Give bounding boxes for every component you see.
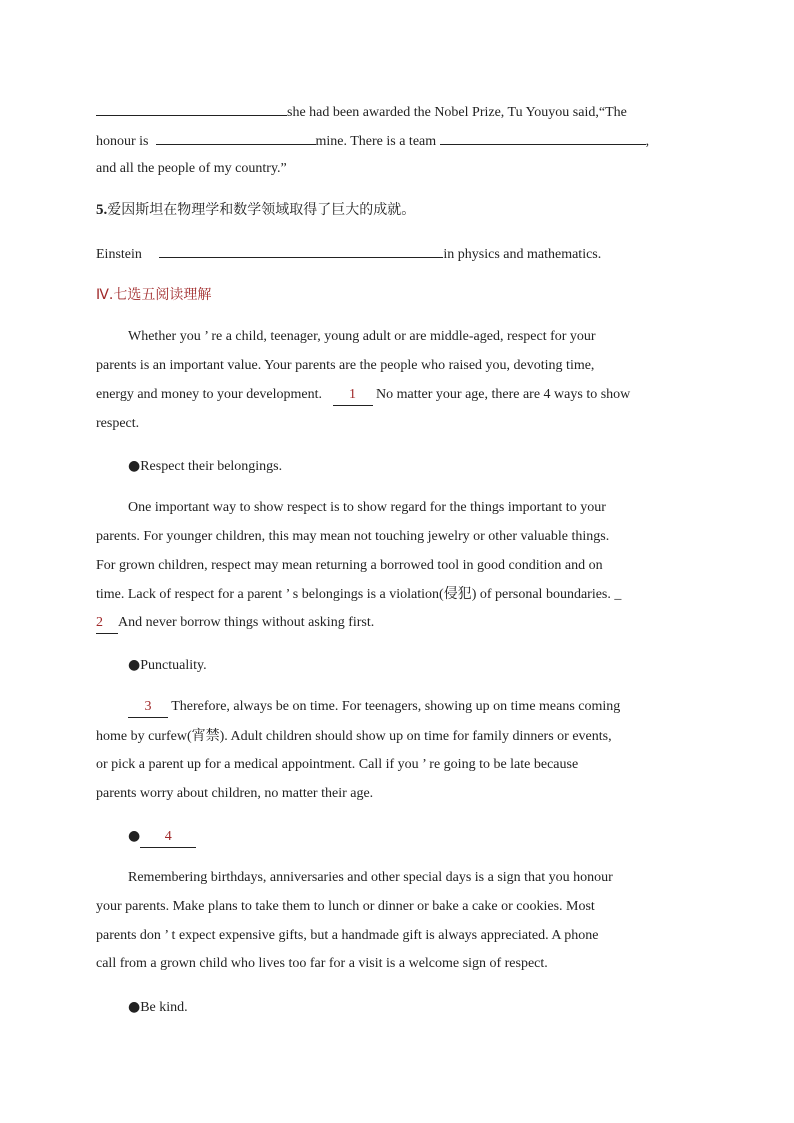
chinese-gloss-curfew: 宵禁: [191, 728, 220, 744]
paragraph-3-line-1: [128, 697, 620, 718]
bullet-respect-belongings: [128, 456, 282, 477]
answer-blank: [156, 130, 316, 145]
q5-number: 5.: [96, 202, 108, 218]
q5-tail: in physics and mathematics.: [443, 247, 602, 262]
blank-3: 3: [128, 697, 168, 718]
paragraph-1-line-3: [96, 385, 630, 406]
paragraph-4-line-1: Remembering birthdays, anniversaries and other special days is a sign that you honour: [128, 870, 613, 885]
paragraph-2-line-3: For grown children, respect may mean returning a borrowed tool in good condition and on: [96, 558, 603, 573]
paragraph-2-line-4-tail: ) of personal boundaries. _: [471, 587, 622, 602]
paragraph-4-line-3: parents don ’ t expect expensive gifts, but a handmade gift is always appreciated. A phone: [96, 928, 599, 943]
blank-2: 2: [96, 613, 118, 634]
paragraph-2-line-4: [96, 584, 621, 605]
paragraph-2-line-2: parents. For younger children, this may mean not touching jewelry or other valuable things.: [96, 529, 610, 544]
paragraph-3-line-2-tail: ). Adult children should show up on time for family dinners or events,: [219, 729, 612, 744]
paragraph-3-line-3: or pick a parent up for a medical appointment. Call if you ’ re going to be late because: [96, 757, 579, 772]
answer-blank: [159, 243, 443, 258]
paragraph-3-line-4: parents worry about children, no matter their age.: [96, 786, 374, 801]
q5-lead: Einstein: [96, 247, 142, 262]
q4-line-2: [96, 130, 649, 152]
bullet-1-text: Respect their belongings.: [140, 459, 283, 474]
bullet-icon: ●: [128, 458, 141, 474]
q4-line-3: and all the people of my country.”: [96, 161, 287, 176]
q4-line2-part-c: ,: [645, 134, 650, 149]
paragraph-3-line-1-text: Therefore, always be on time. For teenagers, showing up on time means coming: [168, 699, 621, 714]
paragraph-1-line-4: respect.: [96, 416, 140, 431]
paragraph-2-line-5: [96, 613, 374, 634]
paragraph-1-line-2: parents is an important value. Your parents are the people who raised you, devoting time,: [96, 358, 595, 373]
paragraph-3-line-2: [96, 726, 612, 747]
paragraph-4-line-4: call from a grown child who lives too far for a visit is a welcome sign of respect.: [96, 956, 548, 971]
bullet-be-kind: [128, 997, 188, 1018]
paragraph-1-line-1: Whether you ’ re a child, teenager, young adult or are middle-aged, respect for your: [128, 329, 596, 344]
q5-chinese: 爱因斯坦在物理学和数学领域取得了巨大的成就。: [107, 202, 416, 218]
blank-4: 4: [140, 827, 196, 848]
bullet-2-text: Punctuality.: [140, 658, 207, 673]
q4-line2-part-a: honour is: [96, 134, 149, 149]
q4-line2-part-b: mine. There is a team: [315, 134, 437, 149]
paragraph-3-line-2-text: home by curfew(: [96, 729, 192, 744]
q4-line-1: [96, 101, 627, 123]
bullet-icon: ●: [128, 828, 141, 844]
paragraph-4-line-2: your parents. Make plans to take them to lunch or dinner or bake a cake or cookies. Most: [96, 899, 595, 914]
answer-blank: [440, 130, 646, 145]
bullet-icon: ●: [128, 999, 141, 1015]
paragraph-2-line-5-text: And never borrow things without asking first.: [118, 615, 375, 630]
answer-blank: [96, 101, 287, 116]
paragraph-2-line-1: One important way to show respect is to show regard for the things important to your: [128, 500, 606, 515]
q4-line1-text: she had been awarded the Nobel Prize, Tu Youyou said,“The: [287, 105, 627, 120]
blank-1: 1: [333, 385, 373, 406]
q5-answer-line: [96, 243, 601, 265]
bullet-punctuality: [128, 655, 207, 676]
bullet-icon: ●: [128, 657, 141, 673]
paragraph-2-line-4-text: time. Lack of respect for a parent ’ s belongings is a violation(: [96, 587, 444, 602]
section-heading: Ⅳ.七选五阅读理解: [96, 287, 212, 303]
bullet-5-text: Be kind.: [140, 1000, 188, 1015]
paragraph-1-line-3-text: energy and money to your development.: [96, 387, 323, 402]
bullet-blank-4: [128, 826, 196, 848]
chinese-gloss-violation: 侵犯: [443, 586, 472, 602]
q5-prompt: [96, 200, 415, 220]
paragraph-1-line-3-tail: No matter your age, there are 4 ways to show: [372, 387, 631, 402]
